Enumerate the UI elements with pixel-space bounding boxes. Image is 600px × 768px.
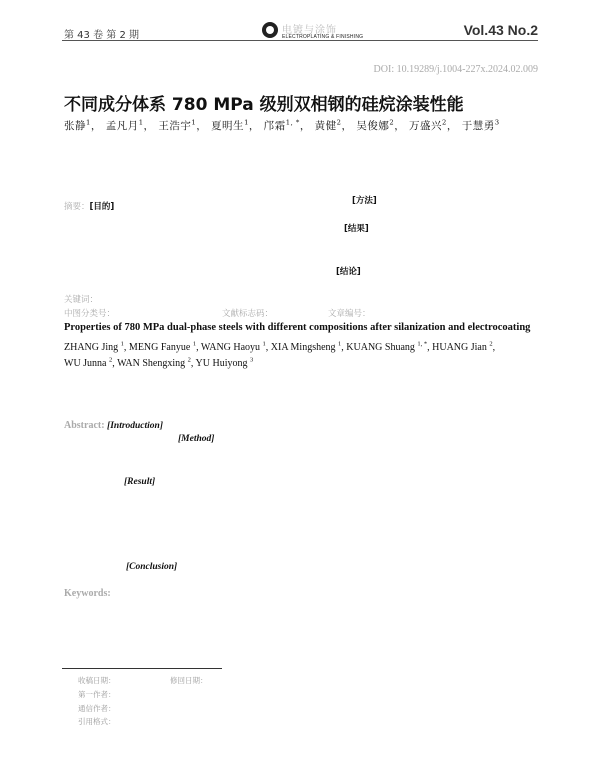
author-affil: 2 — [109, 356, 113, 364]
author-cn: 吴俊娜 — [356, 120, 390, 132]
author-affil: 3 — [494, 118, 500, 127]
author-affil: 1 — [86, 118, 91, 127]
citation-format-label: 引用格式： — [78, 717, 116, 726]
author-list-en-line2: WU Junna $^2$, WAN Shengxing $^2$, YU Huiyong $^3$ — [64, 356, 254, 369]
volume-label: Vol.43 No.2 — [463, 22, 538, 38]
clc-label: 中图分类号： — [64, 309, 116, 319]
keywords-en-label: Keywords: — [64, 588, 111, 599]
author-en: ZHANG Jing — [64, 342, 119, 353]
author-affil: 2 — [442, 118, 447, 127]
abstract-cn-purpose: [目的] — [89, 202, 115, 212]
abstract-en-row — [64, 420, 163, 431]
abstract-cn-label: 摘要： — [64, 202, 90, 212]
author-affil: 1, * — [417, 340, 428, 348]
abstract-en-label: Abstract: — [64, 420, 105, 431]
author-cn: 张静 — [64, 120, 86, 132]
abstract-en-method: [Method] — [178, 434, 215, 444]
logo-en-text: ELECTROPLATING & FINISHING — [282, 34, 364, 40]
journal-logo — [262, 22, 364, 42]
paper-title-en: Properties of 780 MPa dual-phase steels with different compositions after silanization and electrocoating — [64, 322, 531, 333]
abstract-cn-result: [结果] — [344, 224, 369, 234]
author-cn: 孟凡月 — [105, 120, 139, 132]
abstract-cn-row — [64, 194, 114, 213]
author-affil: 2 — [489, 340, 493, 348]
author-affil: 1 — [138, 118, 144, 127]
author-affil: 3 — [249, 356, 254, 364]
author-en: HUANG Jian — [432, 342, 487, 353]
logo-mark-icon — [262, 22, 278, 38]
paper-title-cn: 不同成分体系 780 MPa 级别双相钢的硅烷涂装性能 — [64, 95, 464, 115]
logo-cn-text: 电镀与涂饰 — [282, 25, 337, 36]
keywords-cn-label: 关键词： — [64, 295, 99, 305]
author-affil: 1 — [244, 118, 249, 127]
author-affil: 2 — [389, 118, 395, 127]
revised-date-label: 修回日期： — [170, 676, 208, 685]
article-id-label: 文章编号： — [328, 309, 371, 319]
abstract-cn-conclusion: [结论] — [336, 267, 361, 277]
author-affil: 2 — [336, 118, 342, 127]
author-cn: 邝霜 — [263, 120, 286, 132]
author-list-en-line1: ZHANG Jing $^1$, MENG Fanyue $^1$, WANG Haoyu $^1$, XIA Mingsheng $^1$, KUANG Shuang $^{1, *}$, HUANG Jian $^2$, — [64, 340, 496, 353]
author-affil: 1 — [262, 340, 266, 348]
abstract-en-result: [Result] — [124, 477, 156, 487]
author-en: MENG Fanyue — [128, 342, 191, 353]
author-affil: 1, * — [285, 118, 300, 127]
author-cn: 黄健 — [314, 120, 337, 132]
author-cn: 夏明生 — [211, 120, 245, 132]
author-en: WU Junna — [64, 358, 107, 369]
abstract-cn-method: [方法] — [352, 196, 377, 206]
author-en: KUANG Shuang — [346, 342, 415, 353]
author-affil: 2 — [187, 356, 191, 364]
author-cn: 万盛兴 — [409, 120, 443, 132]
author-en: WAN Shengxing — [117, 358, 186, 369]
doc-code-label: 文献标志码： — [222, 309, 274, 319]
footnote-divider — [62, 668, 222, 669]
author-affil: 1 — [191, 118, 197, 127]
corresponding-author-label: 通信作者： — [78, 704, 116, 713]
abstract-en-introduction: [Introduction] — [107, 421, 164, 431]
author-affil: 1 — [338, 340, 342, 348]
issue-label: 第 43 卷 第 2 期 — [64, 30, 139, 41]
author-cn: 王浩宇 — [158, 120, 192, 132]
author-en: XIA Mingsheng — [270, 342, 336, 353]
author-affil: 1 — [120, 340, 124, 348]
abstract-en-conclusion: [Conclusion] — [126, 562, 178, 572]
doi[interactable]: DOI: 10.19289/j.1004-227x.2024.02.009 — [373, 64, 538, 75]
author-cn: 于慧勇 — [461, 120, 495, 132]
author-list-cn: 张静$^1$， 孟凡月$^1$， 王浩宇$^1$， 夏明生$^1$， 邝霜$^{1, *}$， 黄健$^2$， 吴俊娜$^2$， 万盛兴$^2$， 于慧勇$^3$ — [64, 118, 500, 132]
received-date-label: 收稿日期： — [78, 676, 116, 685]
author-en: WANG Haoyu — [200, 342, 261, 353]
header-divider — [62, 40, 538, 41]
author-affil: 1 — [192, 340, 197, 348]
author-en: YU Huiyong — [195, 358, 248, 369]
first-author-label: 第一作者： — [78, 690, 116, 699]
